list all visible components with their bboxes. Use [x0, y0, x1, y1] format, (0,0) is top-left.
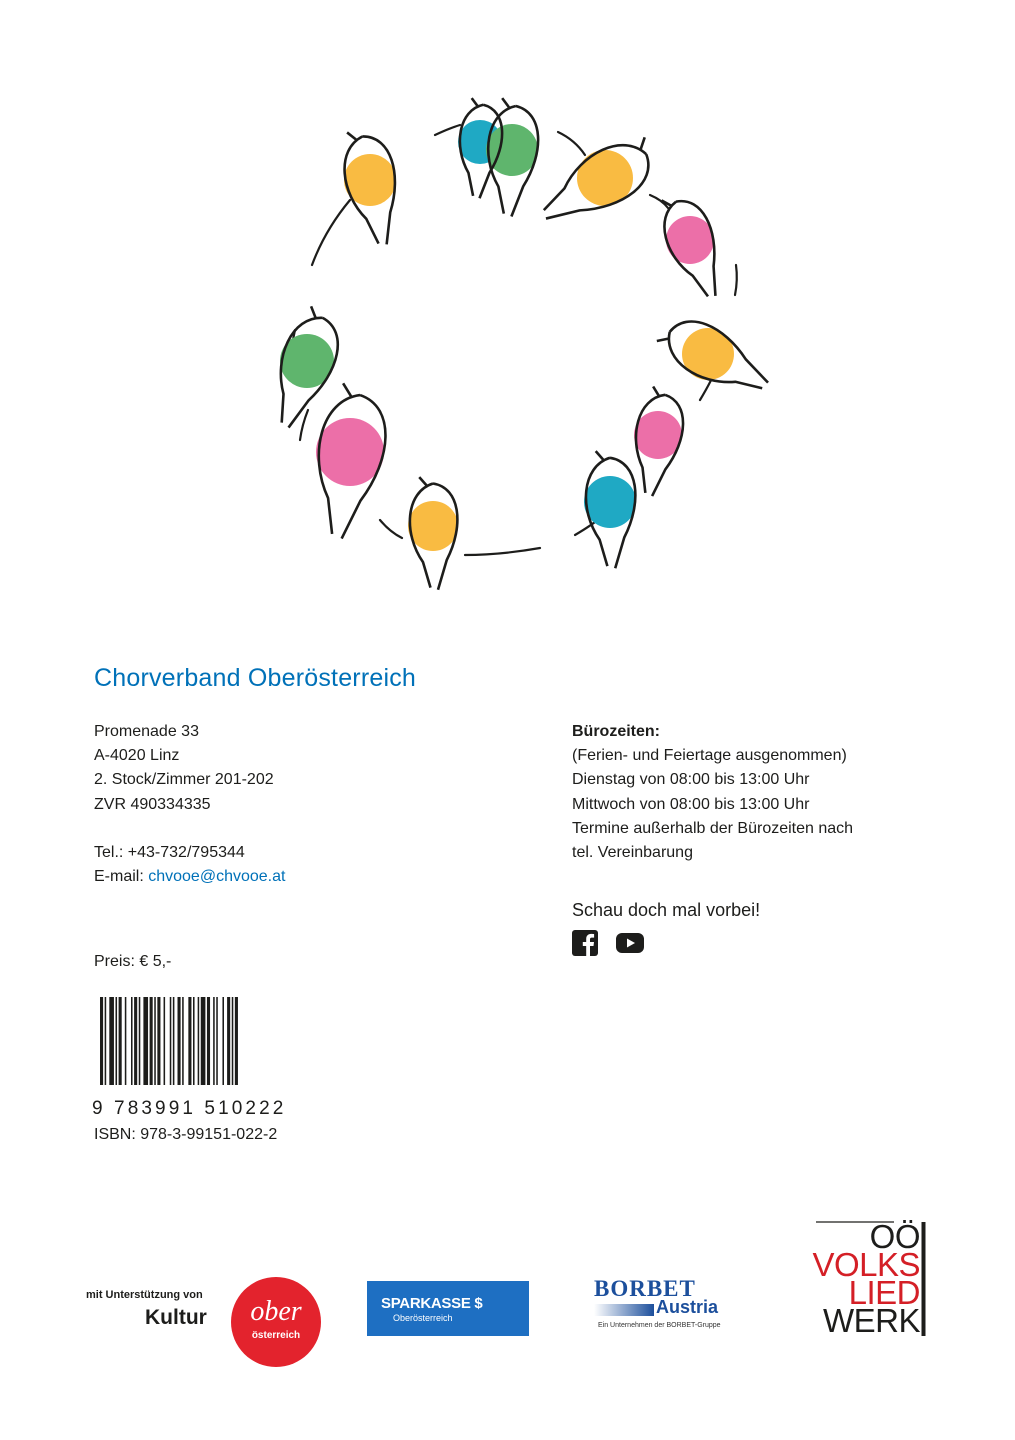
barcode-bar: [235, 997, 238, 1085]
kultur-text: Kultur: [145, 1306, 207, 1329]
sparkasse-sub: Oberösterreich: [393, 1313, 453, 1323]
volksliedwerk-logo: [814, 1220, 930, 1338]
visit-heading: Schau doch mal vorbei!: [572, 900, 761, 920]
address-zvr: ZVR 490334335: [94, 795, 211, 813]
office-hours-block: [572, 720, 853, 865]
volksliedwerk-line: VOLKS: [812, 1246, 920, 1283]
sparkasse-name-text: SPARKASSE: [381, 1295, 471, 1312]
ober-logo-top: ober: [250, 1296, 302, 1327]
barcode-bar: [193, 997, 195, 1085]
sparkasse-s-icon: $: [474, 1295, 483, 1312]
bird-dot: [584, 476, 636, 528]
bird-circle-illustration: [240, 80, 800, 640]
borbet-tagline: Ein Unternehmen der BORBET-Gruppe: [598, 1322, 721, 1329]
org-name: Chorverband Oberösterreich: [94, 664, 417, 692]
address-block: [94, 720, 274, 817]
barcode-bar: [213, 997, 215, 1085]
sparkasse-name: [381, 1295, 482, 1312]
barcode-bar: [182, 997, 184, 1085]
barcode-bar: [207, 997, 210, 1085]
office-hours-line: Termine außerhalb der Bürozeiten nach: [572, 819, 854, 837]
isbn-text: ISBN: 978-3-99151-022-2: [94, 1126, 278, 1143]
volksliedwerk-line: WERK: [823, 1302, 920, 1339]
bird-dot: [316, 418, 384, 486]
barcode-bar: [157, 997, 160, 1085]
barcode-bar: [139, 997, 141, 1085]
address-city: A-4020 Linz: [94, 747, 180, 765]
borbet-logo: [592, 1274, 732, 1336]
barcode-bar: [198, 997, 200, 1085]
barcode-bar: [201, 997, 206, 1085]
volksliedwerk-line: LIED: [848, 1274, 920, 1311]
borbet-sub: Austria: [656, 1297, 719, 1317]
office-hours-line: tel. Vereinbarung: [572, 844, 693, 862]
office-hours-heading: Bürozeiten:: [572, 723, 660, 740]
barcode-digits: 9 783991 510222: [92, 1098, 287, 1119]
contact-tel: Tel.: +43-732/795344: [94, 844, 245, 861]
barcode-bar: [143, 997, 148, 1085]
barcode-bar: [109, 997, 114, 1085]
address-floor: 2. Stock/Zimmer 201-202: [94, 771, 274, 789]
barcode-bar: [173, 997, 175, 1085]
bird-dot: [486, 124, 538, 176]
address-street: Promenade 33: [94, 723, 199, 740]
barcode-bar: [150, 997, 153, 1085]
barcode-bar: [100, 997, 103, 1085]
barcode-bar: [105, 997, 107, 1085]
youtube-icon[interactable]: [616, 932, 644, 959]
email-link[interactable]: chvooe@chvooe.at: [148, 868, 286, 886]
price-text: Preis: € 5,-: [94, 953, 172, 970]
office-hours-line: Mittwoch von 08:00 bis 13:00 Uhr: [572, 795, 810, 813]
ober-logo-bottom: österreich: [251, 1330, 301, 1341]
barcode-bar: [178, 997, 181, 1085]
barcode-bar: [222, 997, 224, 1085]
barcode-bar: [227, 997, 230, 1085]
barcode-image: [100, 997, 280, 1085]
barcode-bar: [216, 997, 218, 1085]
barcode-bar: [164, 997, 166, 1085]
borbet-gradient-bar: [594, 1304, 654, 1316]
borbet-name: BORBET: [594, 1276, 696, 1301]
email-label: E-mail:: [94, 868, 149, 886]
support-text: mit Unterstützung von: [86, 1289, 203, 1301]
barcode-bar: [116, 997, 118, 1085]
barcode-bar: [154, 997, 156, 1085]
barcode-bar: [188, 997, 191, 1085]
facebook-icon[interactable]: [572, 930, 598, 961]
barcode-bar: [119, 997, 122, 1085]
bird-dot: [408, 501, 458, 551]
barcode-bar: [134, 997, 137, 1085]
office-hours-line: (Ferien- und Feiertage ausgenommen): [572, 747, 847, 765]
ober-oesterreich-logo: [230, 1276, 322, 1368]
volksliedwerk-line: OÖ: [869, 1218, 920, 1255]
contact-block: [94, 841, 285, 889]
office-hours-line: Dienstag von 08:00 bis 13:00 Uhr: [572, 771, 810, 789]
barcode-bar: [131, 997, 133, 1085]
barcode-bar: [125, 997, 127, 1085]
barcode-bar: [232, 997, 234, 1085]
barcode-bar: [170, 997, 172, 1085]
sparkasse-logo: [367, 1281, 529, 1336]
contact-email-row: [94, 865, 285, 889]
social-links: [572, 930, 658, 961]
